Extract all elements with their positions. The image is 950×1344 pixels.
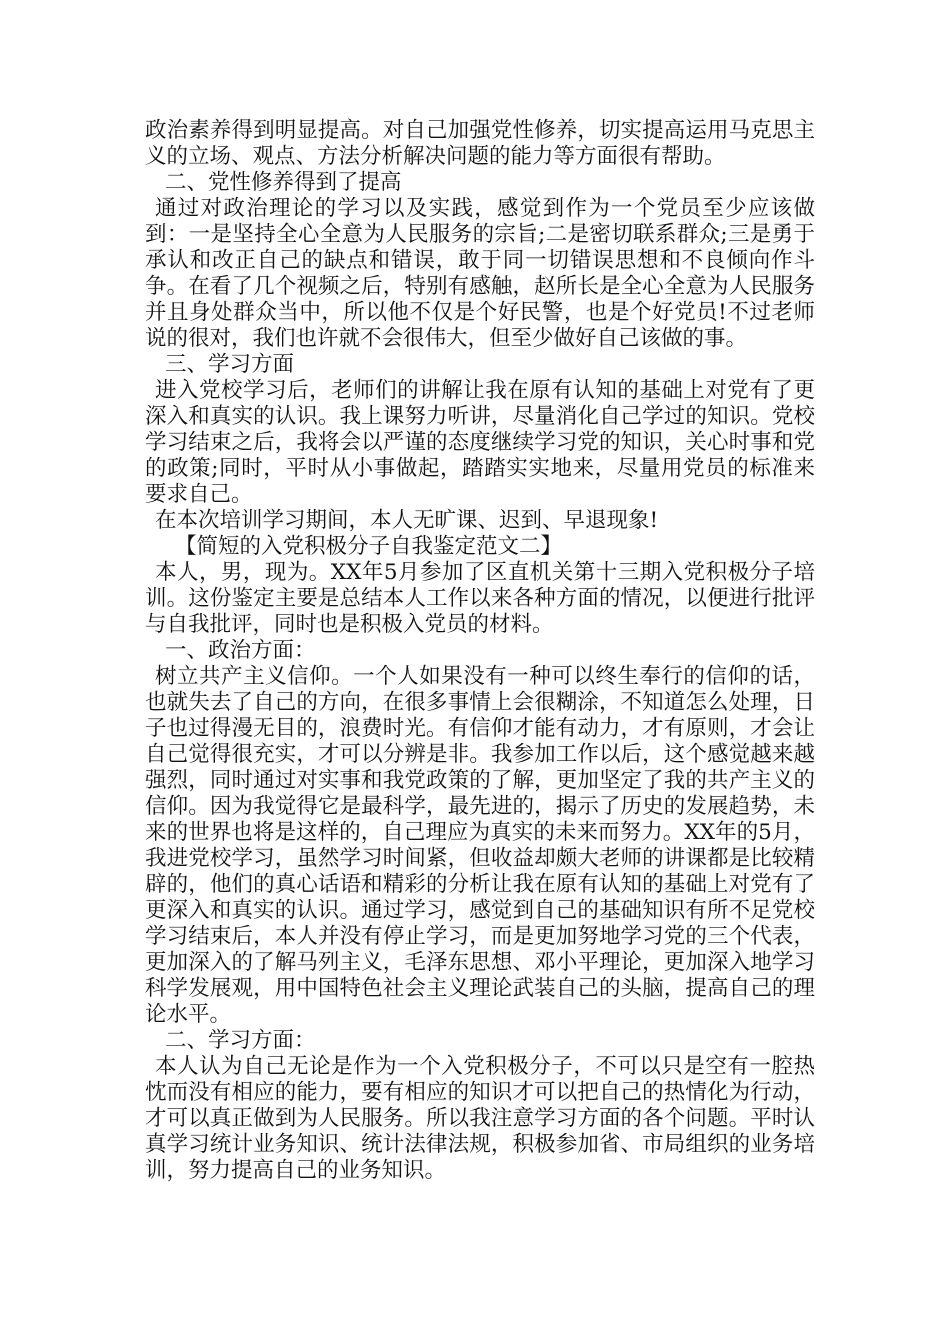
paragraph-learning-knowledge: 本人认为自己无论是作为一个入党积极分子，不可以只是空有一腔热忱而没有相应的能力，要有相应的知识才可以把自己的热情化为行动，才可以真正做到为人民服务。所以我注意学习方面的各个问题。平时认真学习统计业务知识、统计法律法规，积极参加省、市局组织的业务培训，努力提高自己的业务知识。: [145, 1054, 815, 1183]
document-body: [145, 118, 815, 1184]
heading-study-aspect: 三、学习方面: [165, 352, 295, 377]
paragraph-political-literacy: 政治素养得到明显提高。对自己加强党性修养，切实提高运用马克思主义的立场、观点、方法分析解决问题的能力等方面很有帮助。: [145, 118, 815, 169]
paragraph-party-cultivation: 通过对政治理论的学习以及实践，感觉到作为一个党员至少应该做到：一是坚持全心全意为人民服务的宗旨;二是密切联系群众;三是勇于承认和改正自己的缺点和错误，敢于同一切错误思想和不良倾向作斗争。在看了几个视频之后，特别有感触，赵所长是全心全意为人民服务并且身处群众当中，所以他不仅是个好民警，也是个好党员!不过老师说的很对，我们也许就不会很伟大，但至少做好自己该做的事。: [145, 196, 815, 351]
heading-sample-two: 【简短的入党积极分子自我鉴定范文二】: [175, 534, 563, 559]
paragraph-introduction: 本人，男，现为。XX年5月参加了区直机关第十三期入党积极分子培训。这份鉴定主要是总结本人工作以来各种方面的情况，以便进行批评与自我批评，同时也是积极入党员的材料。: [145, 560, 815, 637]
heading-political-aspect: 一、政治方面：: [165, 638, 316, 663]
paragraph-party-school-study: 进入党校学习后，老师们的讲解让我在原有认知的基础上对党有了更深入和真实的认识。我上课努力听讲，尽量消化自己学过的知识。党校学习结束之后，我将会以严谨的态度继续学习党的知识，关心时事和党的政策;同时，平时从小事做起，踏踏实实地来，尽量用党员的标准来要求自己。: [145, 378, 815, 507]
paragraph-communist-belief: 树立共产主义信仰。一个人如果没有一种可以终生奉行的信仰的话，也就失去了自己的方向，在很多事情上会很糊涂，不知道怎么处理，日子也过得漫无目的，浪费时光。有信仰才能有动力，才有原则，才会让自己觉得很充实，才可以分辨是非。我参加工作以后，这个感觉越来越强烈，同时通过对实事和我党政策的了解，更加坚定了我的共产主义的信仰。因为我觉得它是最科学，最先进的，揭示了历史的发展趋势，未来的世界也将是这样的，自己理应为真实的未来而努力。XX年的5月，我进党校学习，虽然学习时间紧，但收益却颇大老师的讲课都是比较精辟的，他们的真心话语和精彩的分析让我在原有认知的基础上对党有了更深入和真实的认识。通过学习，感觉到自己的基础知识有所不足党校学习结束后，本人并没有停止学习，而是更加努地学习党的三个代表，更加深入的了解马列主义，毛泽东思想、邓小平理论，更加深入地学习科学发展观，用中国特色社会主义理论武装自己的头脑，提高自己的理论水平。: [145, 664, 815, 1027]
heading-learning-aspect: 二、学习方面：: [165, 1028, 316, 1053]
heading-party-cultivation: 二、党性修养得到了提高: [165, 170, 402, 195]
paragraph-attendance: 在本次培训学习期间，本人无旷课、迟到、早退现象!: [155, 508, 659, 533]
